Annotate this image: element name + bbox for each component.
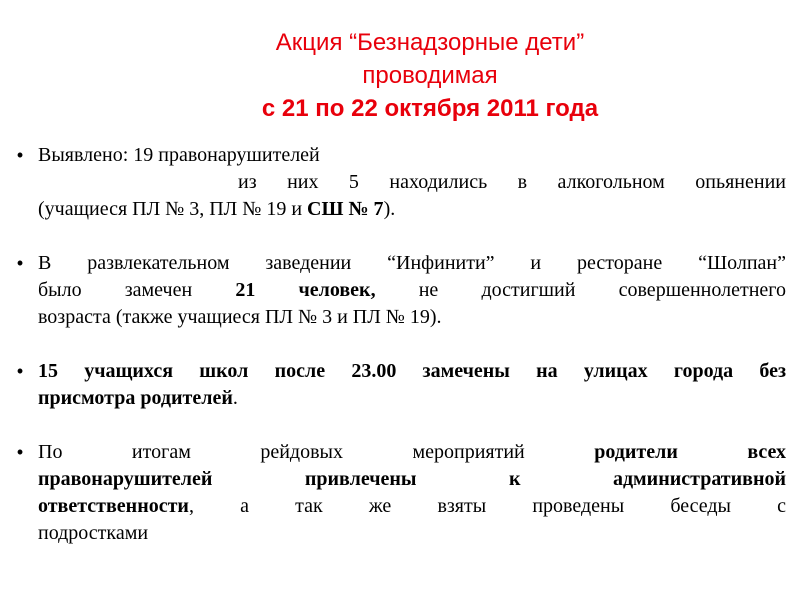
item-text: По итогам рейдовых мероприятий bbox=[38, 441, 595, 463]
item-line bbox=[38, 493, 786, 520]
bullet-icon: • bbox=[16, 253, 24, 273]
list-item bbox=[14, 142, 786, 223]
item-line bbox=[38, 277, 786, 304]
item-line: возраста (также учащиеся ПЛ № 3 и ПЛ № 19). bbox=[38, 306, 442, 328]
list-item bbox=[14, 358, 786, 412]
bullet-icon: • bbox=[16, 361, 24, 381]
item-text-bold: 21 человек, bbox=[235, 279, 376, 301]
bullet-icon: • bbox=[16, 442, 24, 462]
bullet-list bbox=[14, 142, 786, 547]
item-text: не достигший совершеннолетнего bbox=[375, 279, 786, 301]
slide-title bbox=[120, 26, 740, 125]
item-line: подростками bbox=[38, 522, 149, 544]
item-text: . bbox=[232, 387, 238, 409]
item-line: В развлекательном заведении “Инфинити” и ресторане “Шолпан” bbox=[38, 252, 786, 274]
item-line: 15 учащихся школ после 23.00 замечены на улицах города без bbox=[38, 360, 786, 382]
item-text: ). bbox=[383, 198, 396, 220]
title-line-3: с 21 по 22 октября 2011 года bbox=[261, 95, 599, 122]
item-line bbox=[38, 439, 786, 466]
item-text: было замечен bbox=[38, 279, 236, 301]
item-text-bold: СШ № 7 bbox=[307, 198, 384, 220]
item-text: (учащиеся ПЛ № 3, ПЛ № 19 и bbox=[38, 198, 308, 220]
bullet-icon: • bbox=[16, 145, 24, 165]
list-item bbox=[14, 250, 786, 331]
item-line bbox=[38, 196, 786, 223]
title-line-1: Акция “Безнадзорные дети” bbox=[275, 29, 585, 56]
item-text-bold: присмотра родителей bbox=[38, 387, 233, 409]
item-line: правонарушителей привлечены к административной bbox=[38, 468, 786, 490]
list-item bbox=[14, 439, 786, 547]
item-text-bold: родители всех bbox=[594, 441, 786, 463]
title-line-2: проводимая bbox=[362, 62, 498, 89]
item-line: Выявлено: 19 правонарушителей bbox=[38, 144, 320, 166]
item-line bbox=[38, 385, 786, 412]
item-text: , а так же взяты проведены беседы с bbox=[188, 495, 786, 517]
item-text-bold: ответственности bbox=[38, 495, 189, 517]
item-line: из них 5 находились в алкогольном опьянении bbox=[238, 171, 786, 193]
